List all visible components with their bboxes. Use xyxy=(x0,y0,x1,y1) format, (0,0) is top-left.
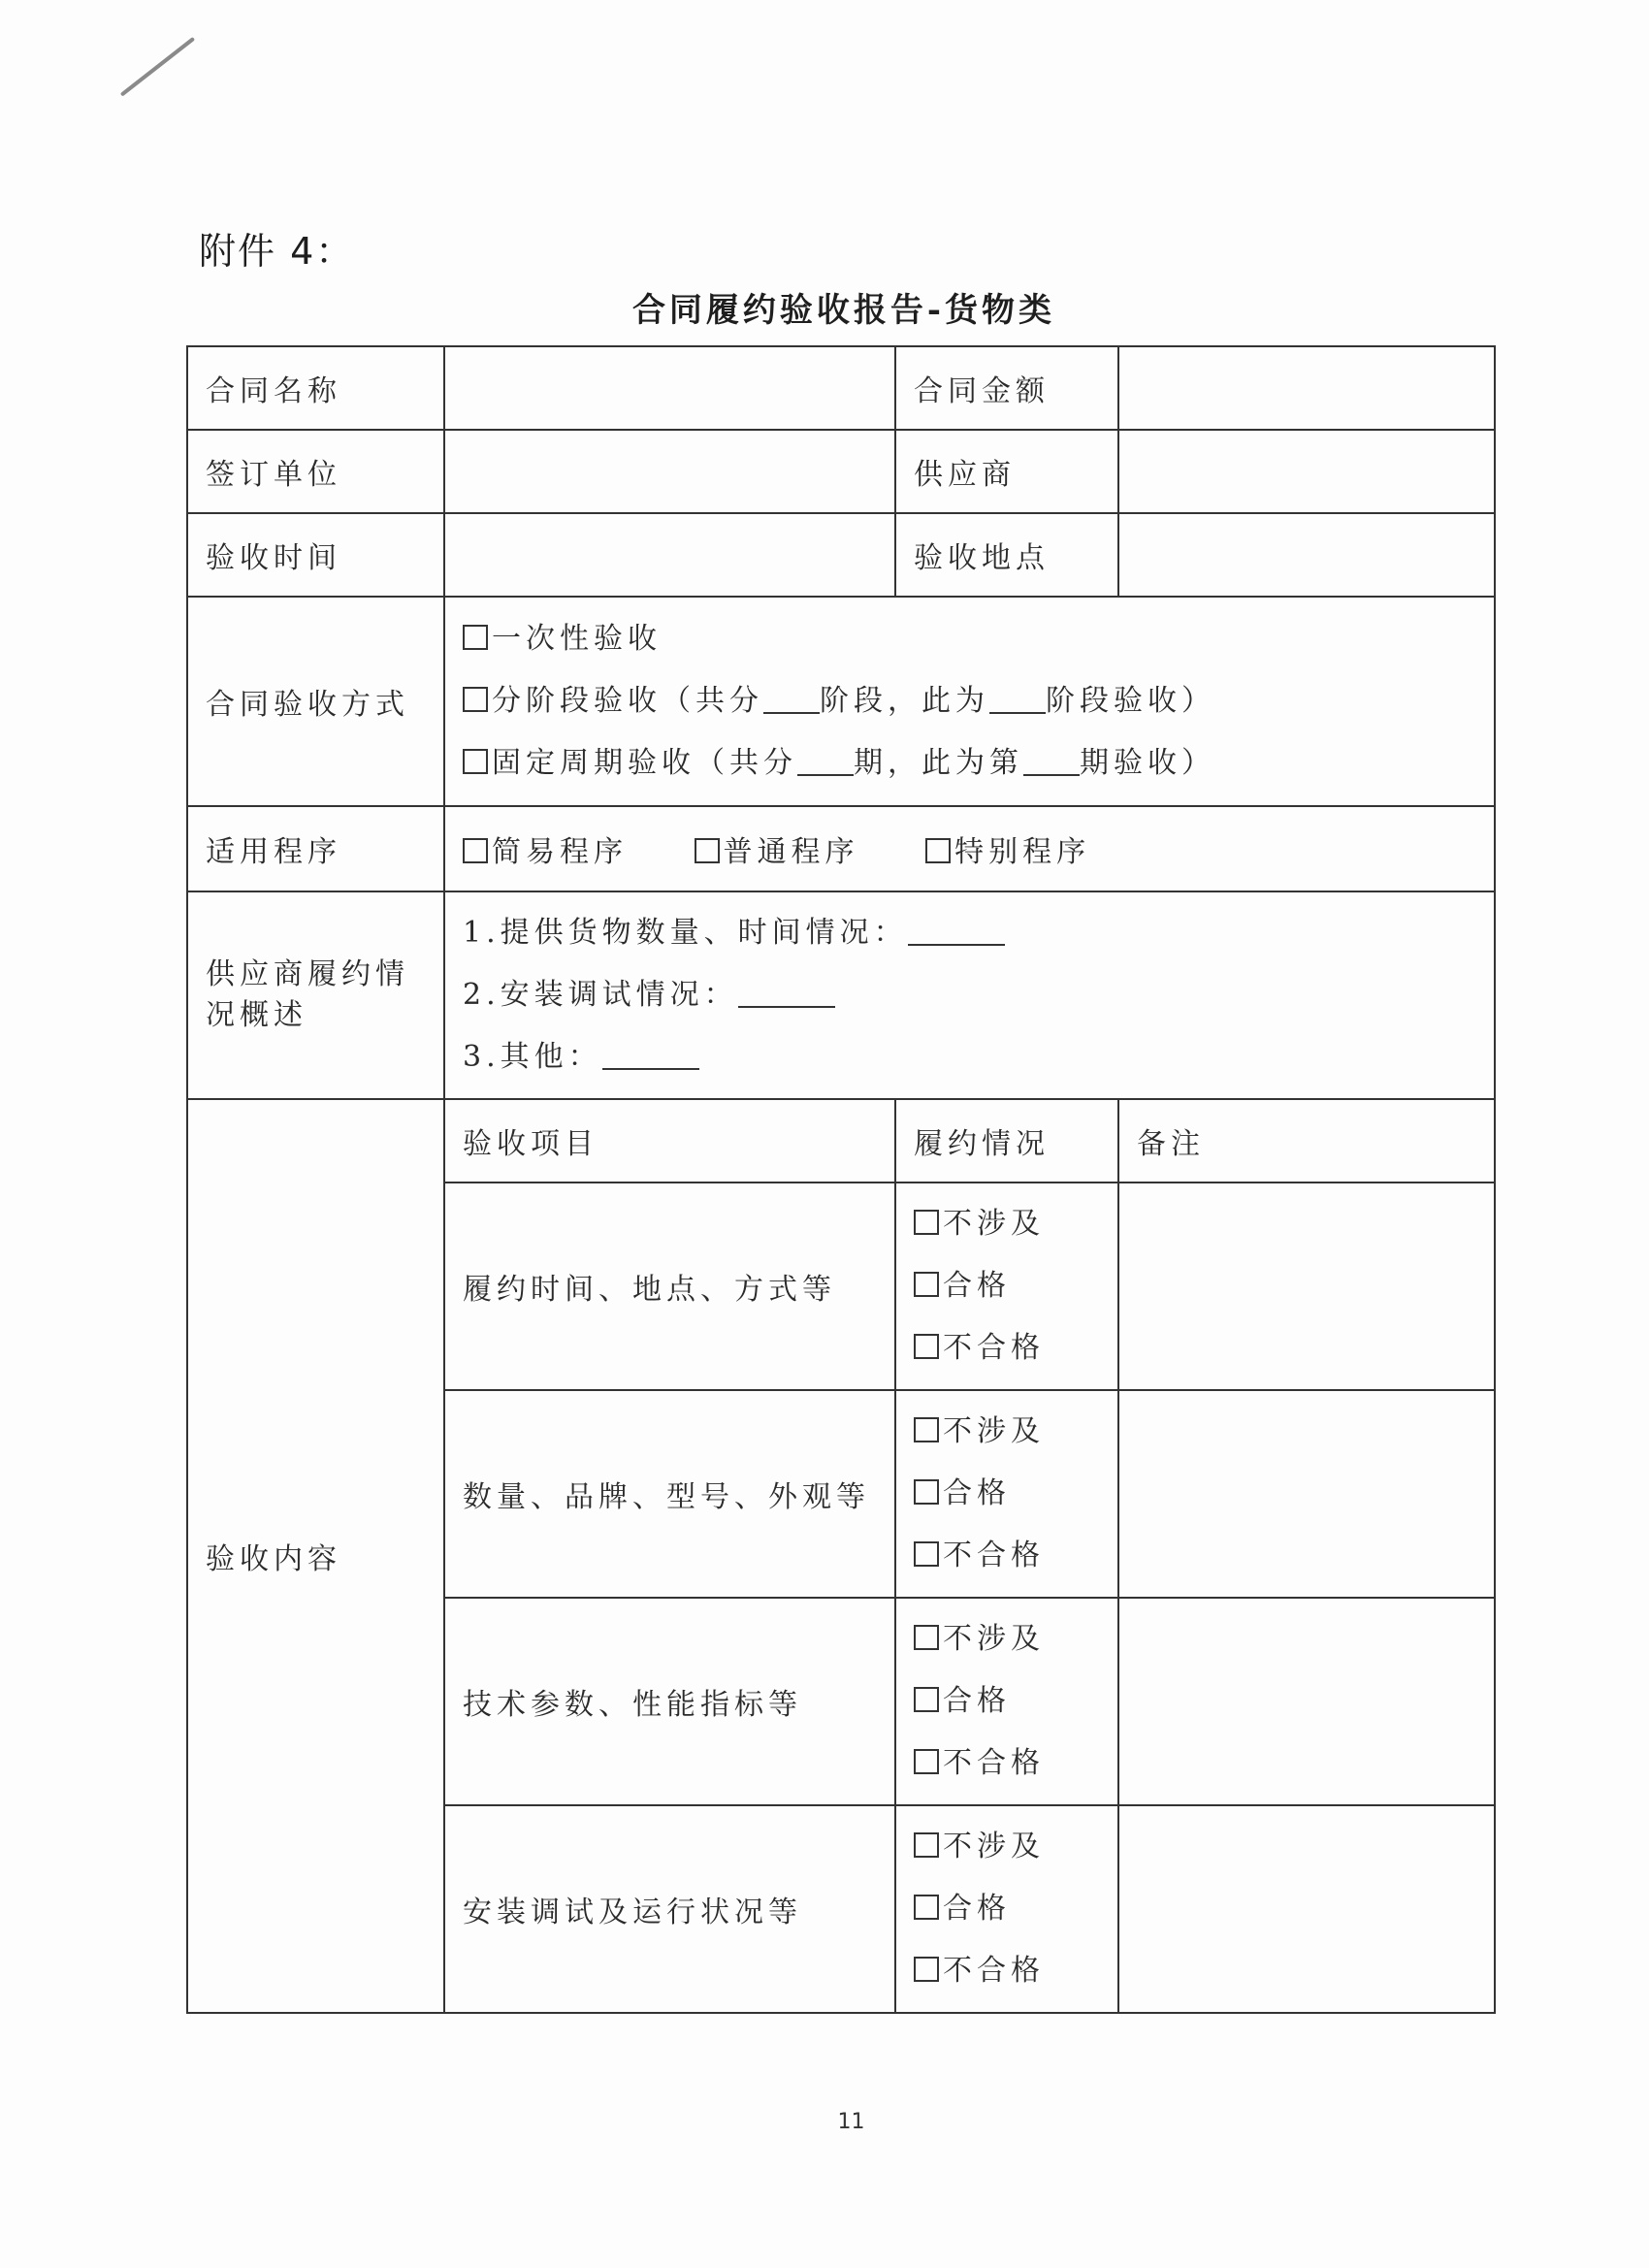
remark-field[interactable] xyxy=(1118,1183,1495,1390)
supplier-field[interactable] xyxy=(1118,430,1495,513)
row-acceptance-time xyxy=(187,513,1495,597)
page-number: 11 xyxy=(837,2110,865,2134)
checkbox[interactable] xyxy=(914,1895,939,1920)
checkbox[interactable] xyxy=(463,838,488,863)
status-unqualified[interactable]: 不合格 xyxy=(914,1317,1100,1379)
procedure-label: 适用程序 xyxy=(187,806,444,891)
contract-name-field[interactable] xyxy=(444,346,895,430)
status-qualified[interactable]: 合格 xyxy=(914,1255,1100,1317)
method-option-once[interactable]: 一次性验收 xyxy=(463,608,1476,670)
column-header-status: 履约情况 xyxy=(895,1099,1118,1183)
status-options xyxy=(895,1390,1118,1598)
staple-mark xyxy=(120,37,195,97)
checkbox[interactable] xyxy=(914,1541,939,1567)
remark-field[interactable] xyxy=(1118,1390,1495,1598)
procedure-option-special[interactable]: 特别程序 xyxy=(925,835,1090,869)
period-count-blank[interactable] xyxy=(797,749,854,776)
method-option-periodic[interactable]: 固定周期验收（共分 期，此为第 期验收） xyxy=(463,732,1476,794)
acceptance-method-label: 合同验收方式 xyxy=(187,597,444,806)
period-current-blank[interactable] xyxy=(1023,749,1080,776)
stage-count-blank[interactable] xyxy=(763,687,820,714)
contract-amount-label: 合同金额 xyxy=(895,346,1118,430)
status-options xyxy=(895,1598,1118,1805)
checkbox[interactable] xyxy=(914,1272,939,1297)
row-performance-summary xyxy=(187,891,1495,1099)
performance-summary-label: 供应商履约情况概述 xyxy=(187,891,444,1099)
acceptance-item: 履约时间、地点、方式等 xyxy=(444,1183,895,1390)
status-not-applicable[interactable]: 不涉及 xyxy=(914,1193,1100,1255)
method-option-staged[interactable]: 分阶段验收（共分 阶段，此为 阶段验收） xyxy=(463,670,1476,732)
column-header-remark: 备注 xyxy=(1118,1099,1495,1183)
acceptance-item: 数量、品牌、型号、外观等 xyxy=(444,1390,895,1598)
status-qualified[interactable]: 合格 xyxy=(914,1670,1100,1733)
checkbox[interactable] xyxy=(463,687,488,712)
remark-field[interactable] xyxy=(1118,1805,1495,2013)
status-qualified[interactable]: 合格 xyxy=(914,1878,1100,1940)
acceptance-time-field[interactable] xyxy=(444,513,895,597)
attachment-label: 附件 4： xyxy=(199,230,355,273)
checkbox[interactable] xyxy=(914,1957,939,1982)
status-qualified[interactable]: 合格 xyxy=(914,1463,1100,1525)
acceptance-place-field[interactable] xyxy=(1118,513,1495,597)
signing-unit-label: 签订单位 xyxy=(187,430,444,513)
status-options xyxy=(895,1183,1118,1390)
checkbox[interactable] xyxy=(914,1334,939,1359)
performance-item-quantity: 1.提供货物数量、时间情况： xyxy=(463,902,1476,964)
procedure-option-normal[interactable]: 普通程序 xyxy=(695,835,859,869)
acceptance-place-label: 验收地点 xyxy=(895,513,1118,597)
column-header-item: 验收项目 xyxy=(444,1099,895,1183)
checkbox[interactable] xyxy=(914,1210,939,1235)
status-not-applicable[interactable]: 不涉及 xyxy=(914,1608,1100,1670)
remark-field[interactable] xyxy=(1118,1598,1495,1805)
supplier-label: 供应商 xyxy=(895,430,1118,513)
status-unqualified[interactable]: 不合格 xyxy=(914,1733,1100,1795)
checkbox[interactable] xyxy=(914,1749,939,1774)
checkbox[interactable] xyxy=(914,1832,939,1858)
status-not-applicable[interactable]: 不涉及 xyxy=(914,1816,1100,1878)
checkbox[interactable] xyxy=(463,749,488,774)
row-acceptance-method xyxy=(187,597,1495,806)
acceptance-method-options xyxy=(444,597,1495,806)
stage-current-blank[interactable] xyxy=(989,687,1046,714)
status-not-applicable[interactable]: 不涉及 xyxy=(914,1401,1100,1463)
row-contract-name xyxy=(187,346,1495,430)
acceptance-report-form xyxy=(186,345,1496,2014)
row-procedure xyxy=(187,806,1495,891)
procedure-option-simple[interactable]: 简易程序 xyxy=(463,835,628,869)
signing-unit-field[interactable] xyxy=(444,430,895,513)
page-title: 合同履约验收报告-货物类 xyxy=(631,291,1056,330)
installation-blank[interactable] xyxy=(738,981,835,1008)
checkbox[interactable] xyxy=(914,1625,939,1650)
acceptance-time-label: 验收时间 xyxy=(187,513,444,597)
checkbox[interactable] xyxy=(695,838,720,863)
acceptance-item: 安装调试及运行状况等 xyxy=(444,1805,895,2013)
status-unqualified[interactable]: 不合格 xyxy=(914,1525,1100,1587)
row-content-header xyxy=(187,1099,1495,1183)
checkbox[interactable] xyxy=(914,1687,939,1712)
checkbox[interactable] xyxy=(925,838,951,863)
quantity-blank[interactable] xyxy=(908,919,1005,946)
checkbox[interactable] xyxy=(914,1479,939,1505)
row-signing-unit xyxy=(187,430,1495,513)
contract-amount-field[interactable] xyxy=(1118,346,1495,430)
performance-item-installation: 2.安装调试情况： xyxy=(463,964,1476,1026)
performance-summary-items xyxy=(444,891,1495,1099)
checkbox[interactable] xyxy=(463,625,488,650)
performance-item-other: 3.其他： xyxy=(463,1026,1476,1088)
procedure-options xyxy=(444,806,1495,891)
status-options xyxy=(895,1805,1118,2013)
acceptance-item: 技术参数、性能指标等 xyxy=(444,1598,895,1805)
acceptance-content-label: 验收内容 xyxy=(187,1099,444,2013)
checkbox[interactable] xyxy=(914,1417,939,1442)
other-blank[interactable] xyxy=(602,1043,699,1070)
status-unqualified[interactable]: 不合格 xyxy=(914,1940,1100,2002)
contract-name-label: 合同名称 xyxy=(187,346,444,430)
